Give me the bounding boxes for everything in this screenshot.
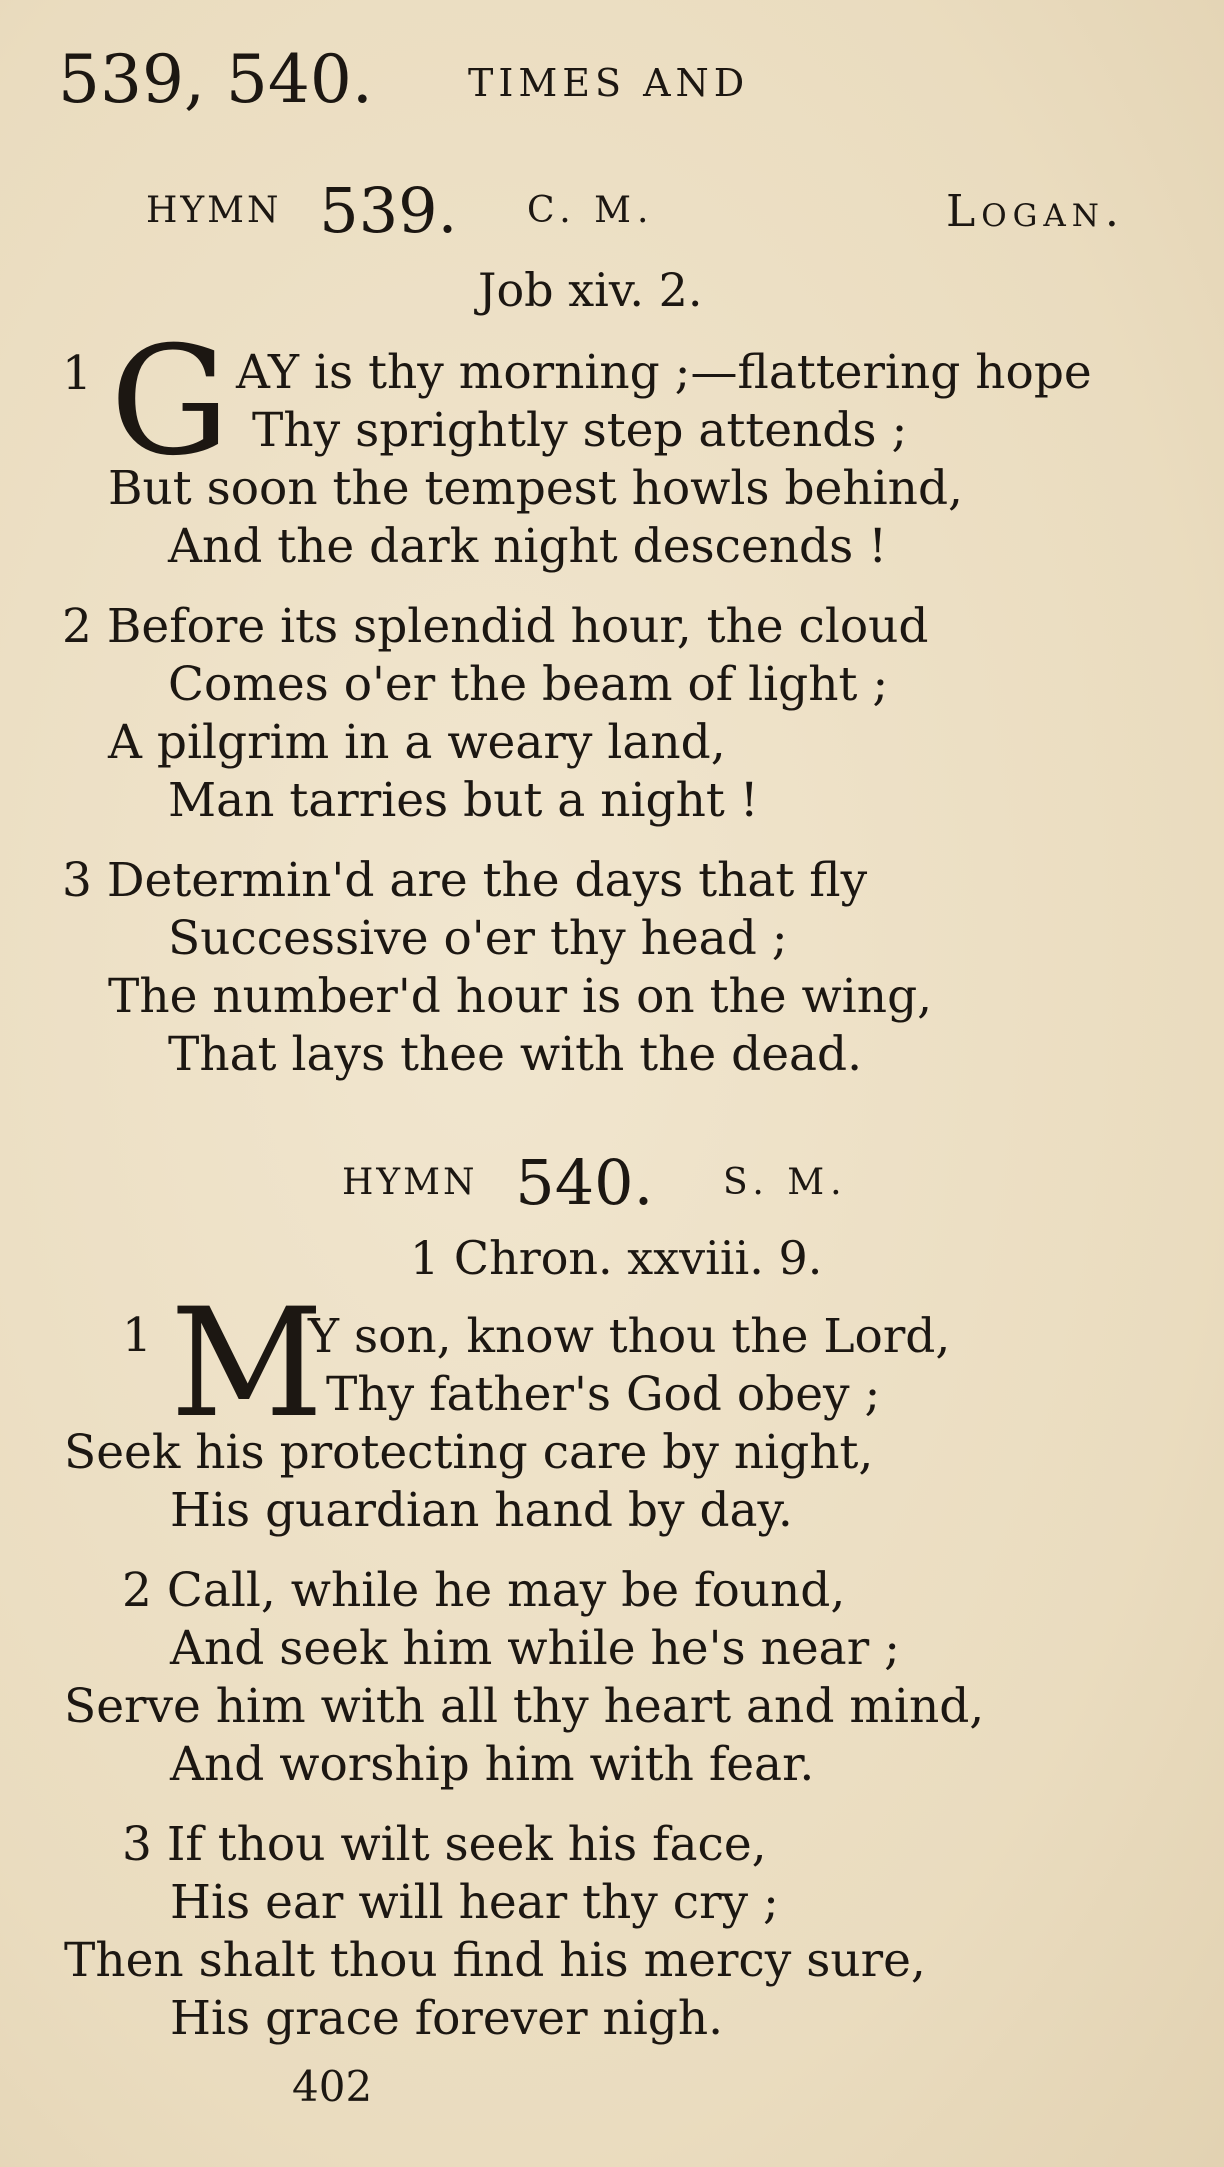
stanza-line: His grace forever nigh. — [170, 1991, 724, 2046]
stanza-line: Thy father's God obey ; — [326, 1367, 881, 1422]
drop-cap: G — [110, 315, 230, 489]
stanza-line: Thy sprightly step attends ; — [252, 403, 908, 458]
stanza-line: Serve him with all thy heart and mind, — [64, 1679, 985, 1734]
verse-number: 1 — [62, 346, 92, 401]
stanza-line: Seek his protecting care by night, — [64, 1425, 874, 1480]
stanza-line: Y son, know thou the Lord, — [308, 1309, 951, 1364]
page-number: 402 — [292, 2062, 373, 2111]
page-hymn-range: 539, 540. — [58, 41, 373, 118]
hymn-label: HYMN — [146, 189, 282, 231]
stanza-line: 3 Determin'd are the days that fly — [62, 853, 868, 908]
hymn-meter: C. M. — [527, 189, 655, 231]
stanza-line: Man tarries but a night ! — [168, 773, 759, 828]
stanza-line: 2 Before its splendid hour, the cloud — [62, 599, 929, 654]
hymn-539-scripture-ref: Job xiv. 2. — [478, 263, 703, 317]
hymn-number: 539. — [319, 173, 458, 247]
stanza-line: His ear will hear thy cry ; — [170, 1875, 779, 1930]
hymn-540-scripture-ref: 1 Chron. xxviii. 9. — [410, 1231, 823, 1285]
hymn-label: HYMN — [342, 1161, 478, 1203]
stanza-line: The number'd hour is on the wing, — [108, 969, 933, 1024]
running-title: TIMES AND — [468, 61, 750, 105]
stanza-line: A pilgrim in a weary land, — [108, 715, 726, 770]
hymn-540-heading — [342, 1142, 848, 1219]
stanza-line: Successive o'er thy head ; — [168, 911, 788, 966]
verse-number: 2 — [62, 599, 92, 654]
stanza-line: And the dark night descends ! — [168, 519, 888, 574]
verse-number: 3 — [122, 1817, 152, 1872]
verse-number: 2 — [122, 1563, 152, 1618]
stanza-line: 2 Call, while he may be found, — [122, 1563, 846, 1618]
hymn-number: 540. — [515, 1145, 654, 1219]
verse-number: 1 — [122, 1308, 152, 1363]
stanza-line: Then shalt thou find his mercy sure, — [64, 1933, 926, 1988]
stanza-line: And worship him with fear. — [170, 1737, 815, 1792]
verse-number: 3 — [62, 853, 92, 908]
hymn-meter: S. M. — [723, 1161, 848, 1203]
hymn-539-tune: Logan. — [946, 186, 1125, 237]
stanza-line: His guardian hand by day. — [170, 1483, 793, 1538]
stanza-line: And seek him while he's near ; — [170, 1621, 900, 1676]
stanza-line: That lays thee with the dead. — [168, 1027, 863, 1082]
stanza-line: But soon the tempest howls behind, — [108, 461, 963, 516]
stanza-line: AY is thy morning ;—flattering hope — [236, 345, 1092, 400]
stanza-line: Comes o'er the beam of light ; — [168, 657, 889, 712]
stanza-line: 3 If thou wilt seek his face, — [122, 1817, 767, 1872]
drop-cap: M — [170, 1277, 324, 1451]
hymn-539-heading — [146, 170, 654, 247]
